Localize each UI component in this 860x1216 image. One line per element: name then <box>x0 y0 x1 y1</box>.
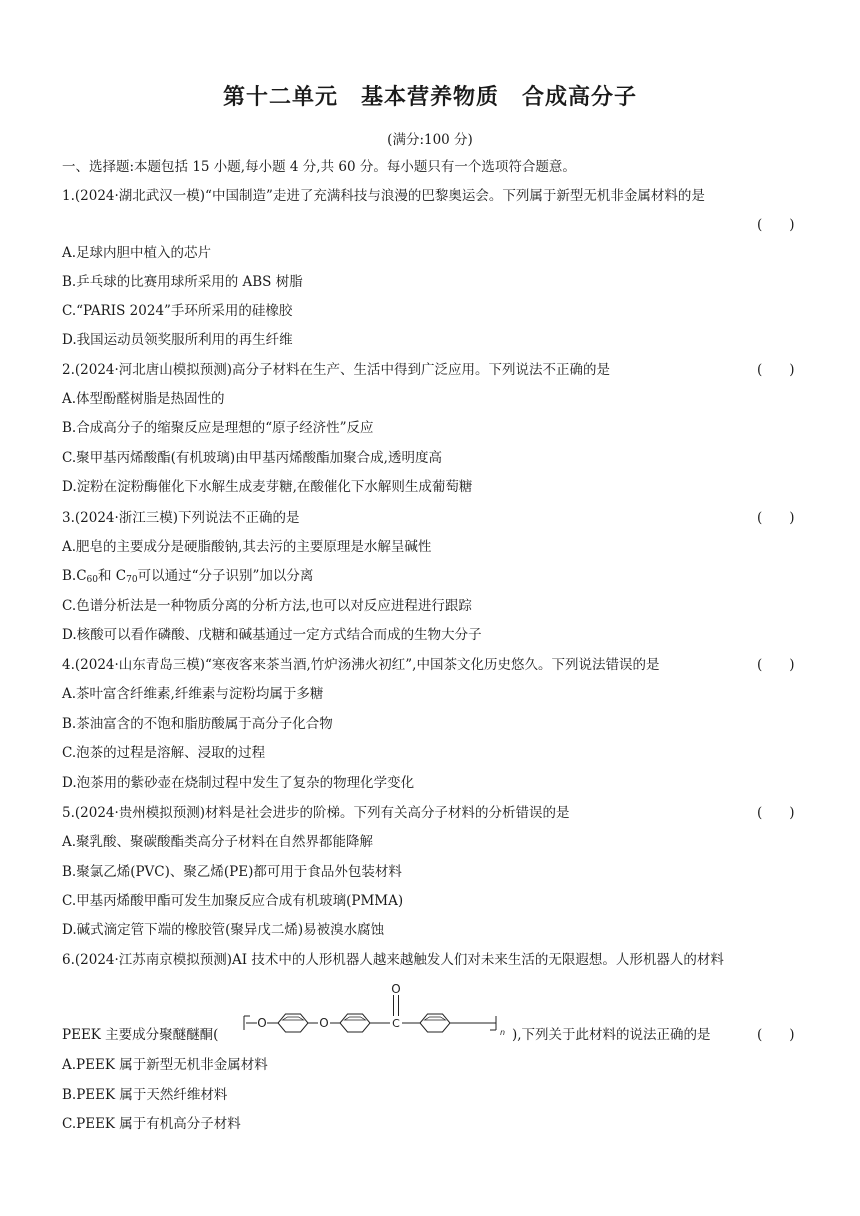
question-4-answer-blank: ( ) <box>757 657 795 673</box>
question-6-stem-line-1: 6.(2024·江苏南京模拟预测)AI 技术中的人形机器人越来越触发人们对未来生活的无限遐想。人形机器人的材料 <box>62 952 724 968</box>
formula-carbonyl-oxygen: O <box>391 982 401 996</box>
question-2-option-d: D.淀粉在淀粉酶催化下水解生成麦芽糖,在酸催化下水解则生成葡萄糖 <box>62 479 473 495</box>
question-2-answer-blank: ( ) <box>757 362 795 378</box>
question-5-option-b: B.聚氯乙烯(PVC)、聚乙烯(PE)都可用于食品外包装材料 <box>62 864 402 880</box>
peek-structural-formula <box>240 982 512 1044</box>
question-3-option-a: A.肥皂的主要成分是硬脂酸钠,其去污的主要原理是水解呈碱性 <box>62 539 432 555</box>
question-2-option-b: B.合成高分子的缩聚反应是理想的“原子经济性”反应 <box>62 420 374 436</box>
question-3-answer-blank: ( ) <box>757 510 795 526</box>
question-3-option-d: D.核酸可以看作磷酸、戊糖和碱基通过一定方式结合而成的生物大分子 <box>62 627 482 643</box>
question-6-answer-blank: ( ) <box>757 1027 795 1043</box>
question-6-option-a: A.PEEK 属于新型无机非金属材料 <box>62 1057 268 1073</box>
question-5-answer-blank: ( ) <box>757 805 795 821</box>
question-6-stem-prefix: PEEK 主要成分聚醚醚酮( <box>62 1027 219 1043</box>
question-2-option-c: C.聚甲基丙烯酸酯(有机玻璃)由甲基丙烯酸酯加聚合成,透明度高 <box>62 450 442 466</box>
question-1-option-a: A.足球内胆中植入的芯片 <box>62 245 212 261</box>
question-4-option-d: D.泡茶用的紫砂壶在烧制过程中发生了复杂的物理化学变化 <box>62 775 415 791</box>
full-score: (满分:100 分) <box>387 132 473 148</box>
question-5-option-c: C.甲基丙烯酸甲酯可发生加聚反应合成有机玻璃(PMMA) <box>62 893 404 909</box>
question-2-stem: 2.(2024·河北唐山模拟预测)高分子材料在生产、生活中得到广泛应用。下列说法不正确的是 <box>62 362 611 378</box>
question-1-answer-blank: ( ) <box>757 217 795 233</box>
question-5-stem: 5.(2024·贵州模拟预测)材料是社会进步的阶梯。下列有关高分子材料的分析错误的是 <box>62 805 570 821</box>
question-1-option-d: D.我国运动员领奖服所利用的再生纤维 <box>62 332 293 348</box>
question-5-option-a: A.聚乳酸、聚碳酸酯类高分子材料在自然界都能降解 <box>62 834 374 850</box>
question-1-stem: 1.(2024·湖北武汉一模)“中国制造”走进了充满科技与浪漫的巴黎奥运会。下列属于新型无机非金属材料的是 <box>62 188 705 204</box>
question-6-option-b: B.PEEK 属于天然纤维材料 <box>62 1087 228 1103</box>
question-1-option-c: C.“PARIS 2024”手环所采用的硅橡胶 <box>62 303 293 319</box>
formula-subscript-n: n <box>500 1028 506 1037</box>
question-3-option-c: C.色谱分析法是一种物质分离的分析方法,也可以对反应进程进行跟踪 <box>62 598 472 614</box>
question-4-option-c: C.泡茶的过程是溶解、浸取的过程 <box>62 745 266 761</box>
question-6-option-c: C.PEEK 属于有机高分子材料 <box>62 1116 241 1132</box>
question-1-option-b: B.乒乓球的比赛用球所采用的 ABS 树脂 <box>62 274 303 290</box>
question-4-option-b: B.茶油富含的不饱和脂肪酸属于高分子化合物 <box>62 716 333 732</box>
formula-carbonyl-carbon: C <box>392 1017 400 1030</box>
question-3-stem: 3.(2024·浙江三模)下列说法不正确的是 <box>62 510 300 526</box>
section-instructions: 一、选择题:本题包括 15 小题,每小题 4 分,共 60 分。每小题只有一个选项符合题意。 <box>62 159 576 175</box>
question-6-stem-suffix: ),下列关于此材料的说法正确的是 <box>512 1027 711 1043</box>
question-2-option-a: A.体型酚醛树脂是热固性的 <box>62 391 225 407</box>
page-title: 第十二单元 基本营养物质 合成高分子 <box>222 85 637 110</box>
question-4-stem: 4.(2024·山东青岛三模)“寒夜客来茶当酒,竹炉汤沸火初红”,中国茶文化历史悠久。下列说法错误的是 <box>62 657 660 673</box>
question-4-option-a: A.茶叶富含纤维素,纤维素与淀粉均属于多糖 <box>62 686 324 702</box>
formula-oxygen-2: O <box>319 1016 329 1030</box>
formula-oxygen-1: O <box>257 1016 267 1030</box>
question-3-option-b: $B.C_{60}$和 $C_{70}$可以通过“分子识别”加以分离 <box>62 568 314 585</box>
question-5-option-d: D.碱式滴定管下端的橡胶管(聚异戊二烯)易被溴水腐蚀 <box>62 922 385 938</box>
